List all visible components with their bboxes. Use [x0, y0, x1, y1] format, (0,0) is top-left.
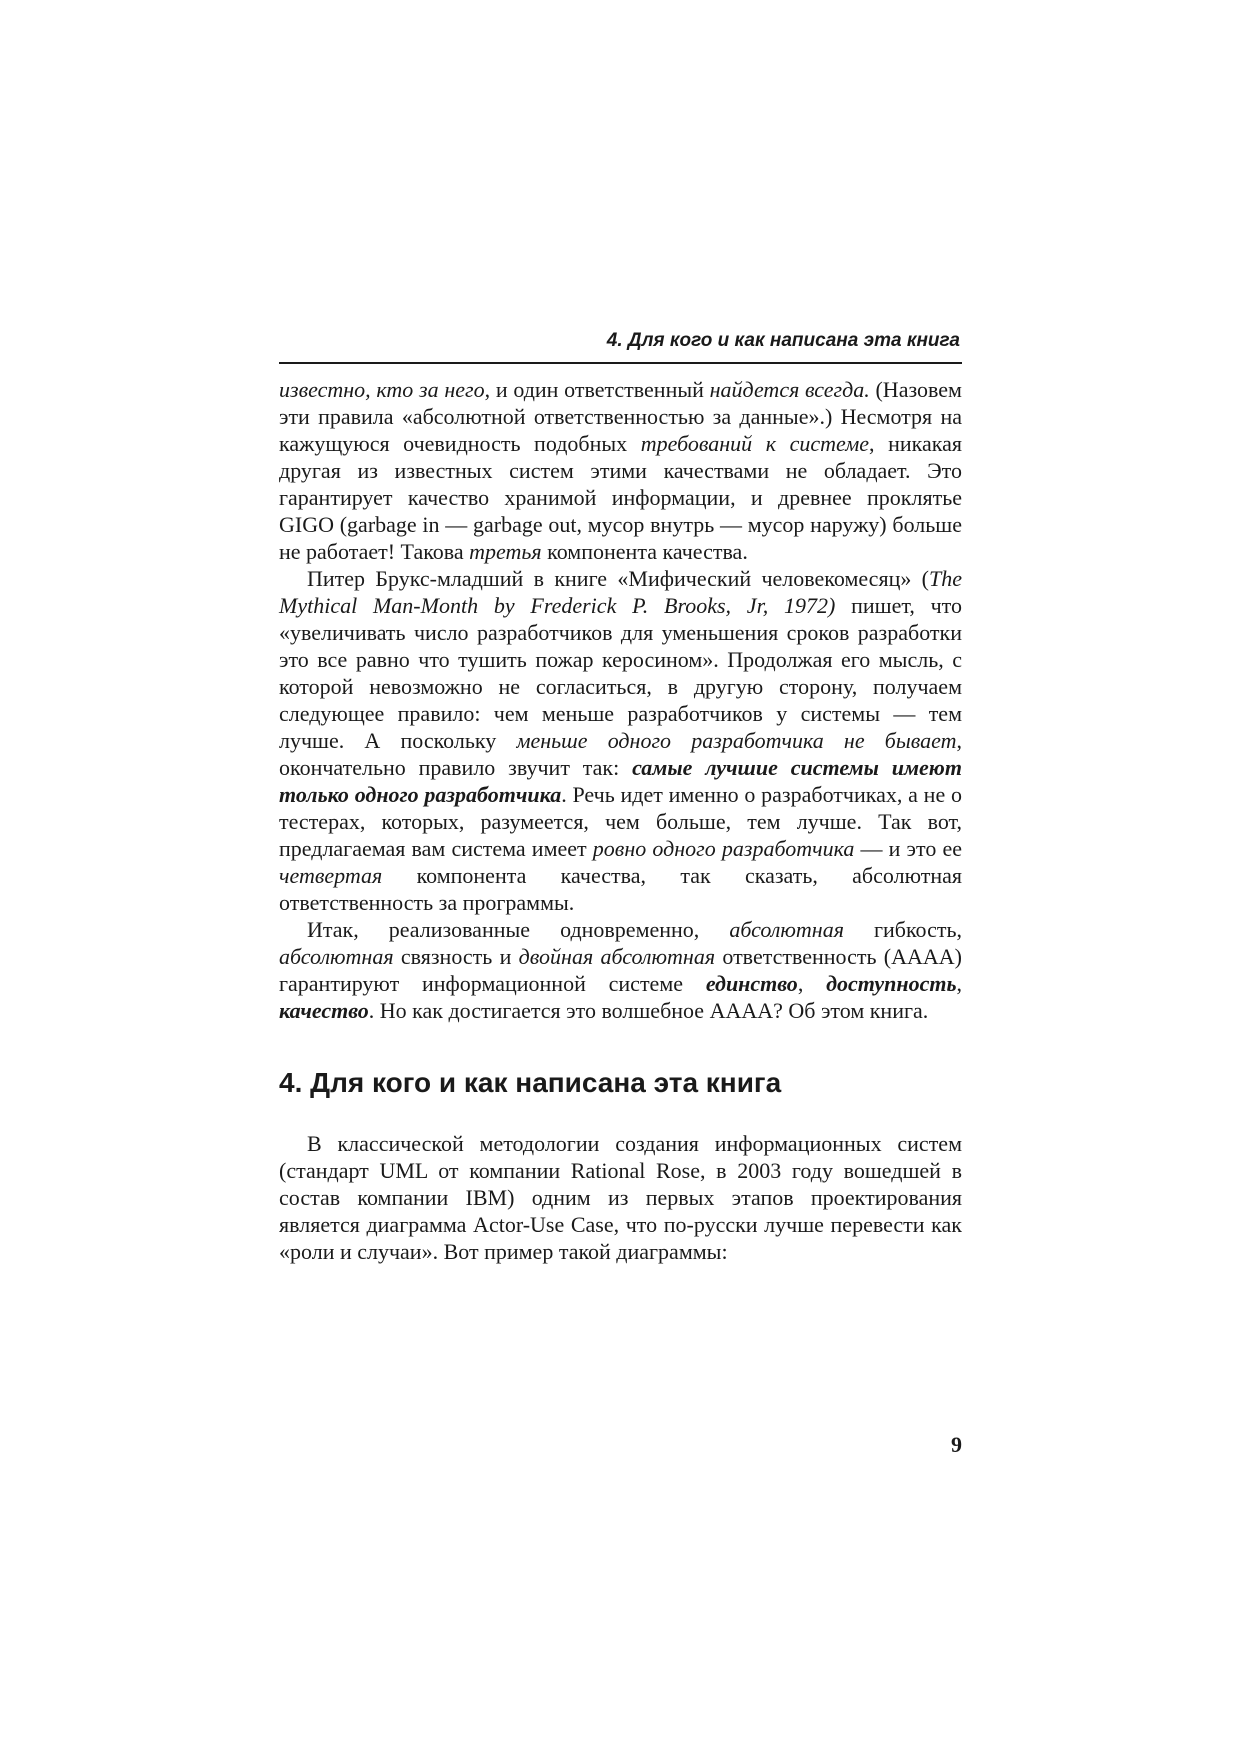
text-run: , и один ответственный [484, 377, 710, 402]
bold-italic-term: качество [279, 998, 369, 1023]
text-run: , никакая другая из известных систем этими качествами не обладает. Это гарантирует качество хранимой информации, и древнее проклятье GIGO (garbage in — garbage out, мусор внутрь — мусор наружу) больше не работает! Такова [279, 431, 963, 564]
text-run: ответственность (АААА) гарантируют информационной системе [279, 944, 962, 996]
paragraph-brooks [279, 565, 962, 916]
text-run: компонента качества, так сказать, абсолютная ответственность за программы. [279, 863, 962, 915]
text-run: (Назовем эти правила «абсолютной ответственностью за данные».) Несмотря на кажущуюся очевидность подобных [279, 377, 962, 456]
text-run: компонента качества. [541, 539, 748, 564]
italic-phrase: требований к системе [640, 431, 870, 456]
text-run: гибкость, [843, 917, 962, 942]
text-run: связность и [393, 944, 519, 969]
italic-phrase: меньше одного разработчика не бывает [516, 728, 957, 753]
italic-phrase: абсолютная [729, 917, 844, 942]
text-run: — и это ее [854, 836, 962, 861]
paragraph-aaaa [279, 916, 962, 1024]
running-head: 4. Для кого и как написана эта книга [606, 330, 960, 351]
italic-phrase: двойная абсолютная [518, 944, 716, 969]
section-heading: 4. Для кого и как написана эта книга [279, 1067, 782, 1098]
page-body [279, 330, 962, 1265]
bold-italic-rule: самые лучшие системы имеют только одного разработчика [279, 755, 962, 807]
text-run: . Но как достигается это волшебное АААА? Об этом книга. [368, 998, 929, 1023]
italic-phrase: найдется всегда. [709, 377, 870, 402]
text-run: . Речь идет именно о разработчиках, а не о тестерах, которых, разумеется, чем больше, тем лучше. Так вот, предлагаемая вам система имеет [279, 782, 962, 861]
bold-italic-term: единство [705, 971, 798, 996]
italic-phrase: ровно одного разработчика [592, 836, 855, 861]
italic-phrase: третья [469, 539, 542, 564]
header-rule [279, 362, 962, 364]
paragraph-continuation [279, 376, 962, 565]
text-run: Питер Брукс-младший в книге «Мифический человекомесяц» ( [307, 566, 929, 591]
text-run: , [797, 971, 827, 996]
text-run: , окончательно правило звучит так: [279, 728, 962, 780]
bold-italic-term: доступность [826, 971, 957, 996]
italic-phrase: четвертая [279, 863, 383, 888]
paragraph-uml: В классической методологии создания информационных систем (стандарт UML от компании Rational Rose, в 2003 году вошедшей в состав компании IBM) одним из первых этапов проектирования является диаграмма Actor-Use Case, что по-русски лучше перевести как «роли и случаи». Вот пример такой диаграммы: [279, 1131, 962, 1264]
italic-phrase: известно, кто за него [279, 377, 485, 402]
italic-citation: The Mythical Man-Month by Frederick P. Brooks, Jr, 1972) [279, 566, 962, 618]
text-run: , [956, 971, 962, 996]
italic-phrase: абсолютная [279, 944, 394, 969]
text-run: Итак, реализованные одновременно, [307, 917, 730, 942]
page-number: 9 [951, 1432, 962, 1457]
text-run: пишет, что «увеличивать число разработчиков для уменьшения сроков разработки это все равно что тушить пожар керосином». Продолжая его мысль, с которой невозможно не согласиться, в другую сторону, получаем следующее правило: чем меньше разработчиков у системы — тем лучше. А поскольку [279, 593, 962, 753]
